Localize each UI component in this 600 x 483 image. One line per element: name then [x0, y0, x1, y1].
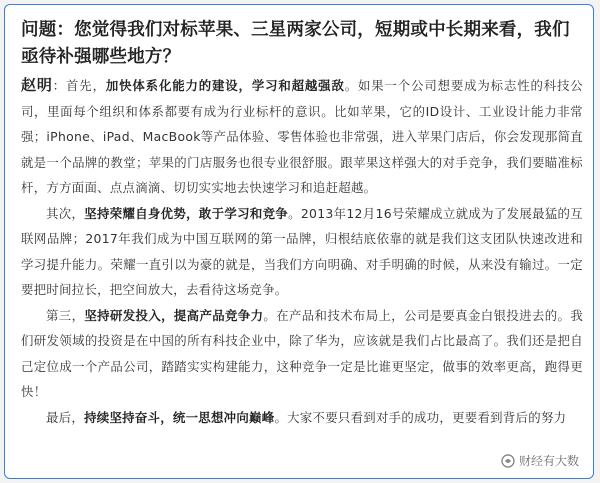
paragraph-4-lead: 最后， [46, 409, 85, 425]
answer-paragraph-1 [21, 73, 583, 201]
watermark [497, 451, 583, 470]
paragraph-3-lead: 第三， [46, 307, 85, 323]
question-heading: 问题：您觉得我们对标苹果、三星两家公司，短期或中长期来看，我们亟待补强哪些地方？ [21, 20, 570, 67]
paragraph-1-body: 。如果一个公司想要成为标志性的科技公司，里面每个组织和体系都要有成为行业标杆的意识。比如苹果，它的ID设计、工业设计能力非常强；iPhone、iPad、MacBook等产品体验、零售体验也非常强，进入苹果门店后，你会发现那简直就是一个品牌的教堂；苹果的门店服务也很专业很舒服。跟苹果这样强大的对手竞争，我们要瞄准标杆，方方面面、点点滴滴、切切实实地去快速学习和追赶超越。 [21, 78, 583, 195]
paragraph-1-lead: ：首先， [52, 78, 106, 93]
paragraph-4-emphasis: 持续坚持奋斗，统一思想冲向巅峰 [84, 409, 275, 425]
article-frame [4, 4, 594, 479]
paragraph-1-emphasis: 加快体系化能力的建设，学习和超越强敌 [105, 78, 345, 93]
paragraph-2-emphasis: 坚持荣耀自身优势，敢于学习和竞争 [84, 205, 289, 221]
answer-paragraph-4 [21, 405, 583, 431]
answer-paragraph-2 [21, 201, 583, 303]
speaker-name: 赵明 [21, 76, 53, 94]
article-content [21, 17, 583, 430]
paragraph-3-body: 。在产品和技术布局上，公司是要真金白银投进去的。我们研发领域的投资是在中国的所有科技企业中，除了华为，应该就是我们占比最高了。我们还是把自己定位成一个产品公司，踏踏实实构建能力，这种竞争一定是比谁更坚定，做事的效率更高，跑得更快！ [21, 307, 584, 399]
paragraph-2-body: 。2013年12月16号荣耀成立就成为了发展最猛的互联网品牌；2017年我们成为中国互联网的第一品牌，归根结底依靠的就是我们这支团队快速改进和学习提升能力。荣耀一直引以为豪的就是，当我们方向明确、对手明确的时候，从来没有输过。一定要把时间拉长，把空间放大，去看待这场竞争。 [21, 205, 583, 297]
paragraph-4-body: 。大家不要只看到对手的成功，更要看到背后的努力 [274, 409, 567, 425]
watermark-text: 财经有大数 [518, 454, 579, 468]
wechat-channel-icon [501, 454, 515, 468]
answer-paragraph-3 [21, 303, 583, 405]
paragraph-2-lead: 其次， [46, 205, 85, 221]
paragraph-3-emphasis: 坚持研发投入，提高产品竞争力 [84, 307, 264, 323]
